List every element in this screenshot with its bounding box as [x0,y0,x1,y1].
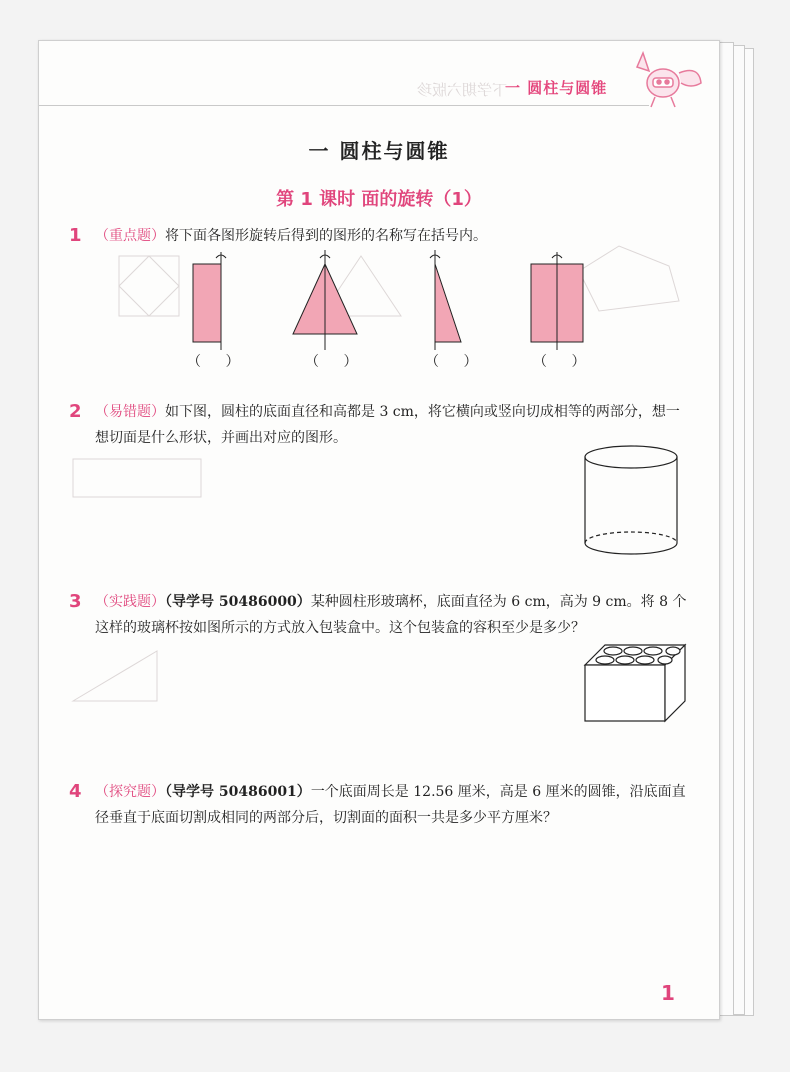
question-tag: （实践题） [95,594,165,610]
q1-figures [179,246,599,356]
question-ref-number: （导学号 50486000） [165,594,311,610]
question-text: 一个底面周长是 12.56 厘米，高是 6 厘米的圆锥，沿底面直径垂直于底面切割成相同的两部分后，切割面的面积一共是多少平方厘米？ [95,784,686,826]
question-number: 2 [69,401,82,422]
question-tag: （探究题） [95,784,165,800]
workbook-page [38,40,720,1020]
section-header-label: 一 圆柱与圆锥 [505,79,608,97]
bleed-through-header: 下学期六版珍 [417,81,508,99]
q1-answer-blank-1[interactable]: （ ） [187,354,250,370]
robot-mascot-icon [629,45,709,111]
question-number: 4 [69,781,82,802]
q2-cylinder-figure [579,443,683,561]
question-text: 将下面各图形旋转后得到的图形的名称写在括号内。 [165,228,487,244]
question-number: 1 [69,225,82,246]
q1-right-triangle-shape [435,264,461,342]
header-rule [39,105,649,106]
question-ref-number: （导学号 50486001） [165,784,311,800]
question-3 [69,589,691,641]
question-number: 3 [69,591,82,612]
q1-answer-blank-4[interactable]: （ ） [533,354,596,370]
chapter-title: 一 圆柱与圆锥 [308,139,450,163]
q1-rectangle-shape [193,264,221,342]
q3-packaging-box-figure [581,639,691,725]
question-text: 某种圆柱形玻璃杯，底面直径为 6 cm，高为 9 cm。将 8 个这样的玻璃杯按如图所示的方式放入包装盒中。这个包装盒的容积至少是多少？ [95,594,687,636]
question-tag: （易错题） [95,404,165,420]
page-number: 1 [661,981,675,1005]
lesson-title: 第 1 课时 面的旋转（1） [276,189,482,210]
q1-answer-blank-3[interactable]: （ ） [425,354,488,370]
q1-answer-blank-2[interactable]: （ ） [305,354,368,370]
question-4 [69,779,691,831]
question-text: 如下图，圆柱的底面直径和高都是 3 cm，将它横向或竖向切成相等的两部分，想一想切面是什么形状，并画出对应的图形。 [95,404,680,446]
question-tag: （重点题） [95,228,165,244]
